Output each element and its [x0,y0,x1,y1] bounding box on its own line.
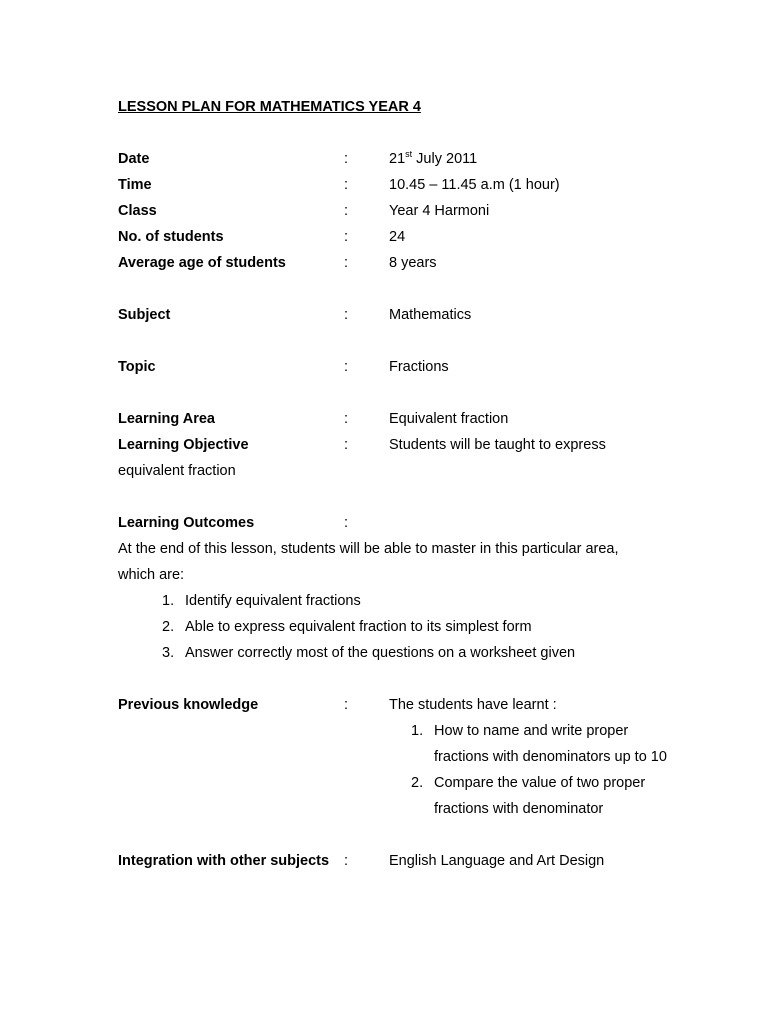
outcomes-intro-line1: At the end of this lesson, students will be able to master in this particular area, [118,541,619,557]
date-value: 21st July 2011 [389,149,478,167]
students-value: 24 [389,229,406,245]
outcome-item: Identify equivalent fractions [185,593,361,609]
learning-outcomes-colon: : [344,515,349,531]
age-value: 8 years [389,255,437,271]
time-value: 10.45 – 11.45 a.m (1 hour) [389,177,560,193]
learning-area-colon: : [344,411,349,427]
previous-item-line: Compare the value of two proper [434,775,646,791]
previous-item-line: fractions with denominators up to 10 [434,749,667,765]
learning-area-value: Equivalent fraction [389,411,509,427]
age-label: Average age of students [118,255,286,271]
previous-knowledge-label: Previous knowledge [118,697,259,713]
learning-area-label: Learning Area [118,411,215,427]
previous-item-number: 2. [411,775,424,791]
outcome-number: 2. [162,619,175,635]
date-colon: : [344,151,349,167]
subject-label: Subject [118,307,171,323]
outcomes-intro-line2: which are: [118,567,185,583]
subject-colon: : [344,307,349,323]
class-label: Class [118,203,157,219]
integration-colon: : [344,853,349,869]
time-label: Time [118,177,152,193]
class-value: Year 4 Harmoni [389,203,490,219]
topic-value: Fractions [389,359,449,375]
learning-outcomes-label: Learning Outcomes [118,515,255,531]
learning-objective-continuation: equivalent fraction [118,463,236,479]
learning-objective-colon: : [344,437,349,453]
previous-item-line: How to name and write proper [434,723,629,739]
previous-knowledge-intro: The students have learnt : [389,697,557,713]
age-colon: : [344,255,349,271]
integration-value: English Language and Art Design [389,853,605,869]
page-title: LESSON PLAN FOR MATHEMATICS YEAR 4 [118,99,421,115]
previous-knowledge-colon: : [344,697,349,713]
time-colon: : [344,177,349,193]
learning-objective-label: Learning Objective [118,437,249,453]
students-label: No. of students [118,229,224,245]
previous-item-number: 1. [411,723,424,739]
topic-label: Topic [118,359,156,375]
integration-label: Integration with other subjects [118,853,330,869]
outcome-item: Able to express equivalent fraction to its simplest form [185,619,532,635]
class-colon: : [344,203,349,219]
topic-colon: : [344,359,349,375]
learning-objective-value: Students will be taught to express [389,437,606,453]
date-label: Date [118,151,150,167]
previous-item-line: fractions with denominator [434,801,604,817]
subject-value: Mathematics [389,307,472,323]
outcome-number: 1. [162,593,175,609]
students-colon: : [344,229,349,245]
outcome-number: 3. [162,645,175,661]
outcome-item: Answer correctly most of the questions on a worksheet given [185,645,576,661]
